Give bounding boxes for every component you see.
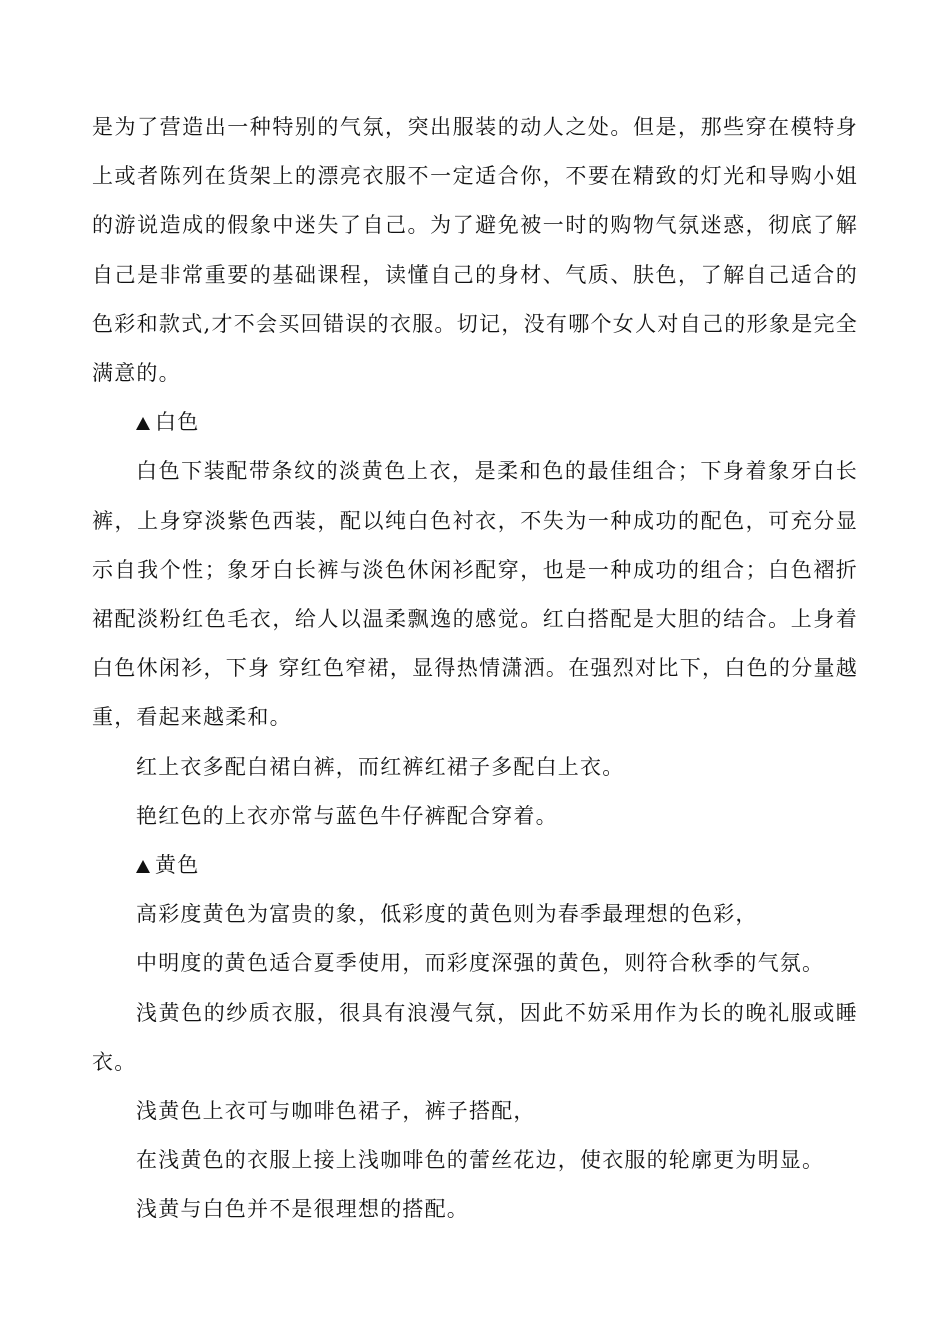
section-heading-label: 黄色 bbox=[155, 853, 200, 878]
triangle-bullet-icon bbox=[136, 417, 150, 430]
paragraph-red-white: 红上衣多配白裙白裤，而红裤红裙子多配白上衣。 bbox=[136, 754, 625, 779]
triangle-bullet-icon bbox=[136, 860, 150, 873]
paragraph-bright-red: 艳红色的上衣亦常与蓝色牛仔裤配合穿着。 bbox=[136, 803, 558, 828]
section-heading-yellow bbox=[92, 841, 858, 890]
paragraph-white-combos: 白色下装配带条纹的淡黄色上衣，是柔和色的最佳组合；下身着象牙白长裤，上身穿淡紫色西装，配以纯白色衬衣，不失为一种成功的配色，可充分显示自我个性；象牙白长裤与淡色休闲衫配穿，也是一种成功的组合；白色褶折裙配淡粉红色毛衣，给人以温柔飘逸的感觉。红白搭配是大胆的结合。上身着白色休闲衫，下身 穿红色窄裙，显得热情潇洒。在强烈对比下，白色的分量越重，看起来越柔和。 bbox=[92, 459, 858, 730]
section-heading-label: 白色 bbox=[155, 410, 200, 435]
paragraph-intro: 是为了营造出一种特别的气氛，突出服装的动人之处。但是，那些穿在模特身上或者陈列在货架上的漂亮衣服不一定适合你，不要在精致的灯光和导购小姐的游说造成的假象中迷失了自己。为了避免被一时的购物气氛迷惑，彻底了解自己是非常重要的基础课程，读懂自己的身材、气质、肤色，了解自己适合的色彩和款式,才不会买回错误的衣服。切记，没有哪个女人对自己的形象是完全满意的。 bbox=[92, 115, 858, 386]
document-page bbox=[92, 103, 858, 1235]
paragraph-yellow-coffee: 浅黄色上衣可与咖啡色裙子，裤子搭配， bbox=[136, 1099, 536, 1124]
paragraph-yellow-lace: 在浅黄色的衣服上接上浅咖啡色的蕾丝花边，使衣服的轮廓更为明显。 bbox=[136, 1148, 825, 1173]
paragraph-yellow-gauze: 浅黄色的纱质衣服，很具有浪漫气氛，因此不妨采用作为长的晚礼服或睡衣。 bbox=[92, 1000, 858, 1074]
paragraph-yellow-seasons: 中明度的黄色适合夏季使用，而彩度深强的黄色，则符合秋季的气氛。 bbox=[136, 951, 825, 976]
paragraph-yellow-white: 浅黄与白色并不是很理想的搭配。 bbox=[136, 1197, 469, 1222]
section-heading-white bbox=[92, 398, 858, 447]
paragraph-yellow-saturation: 高彩度黄色为富贵的象，低彩度的黄色则为春季最理想的色彩， bbox=[136, 902, 758, 927]
